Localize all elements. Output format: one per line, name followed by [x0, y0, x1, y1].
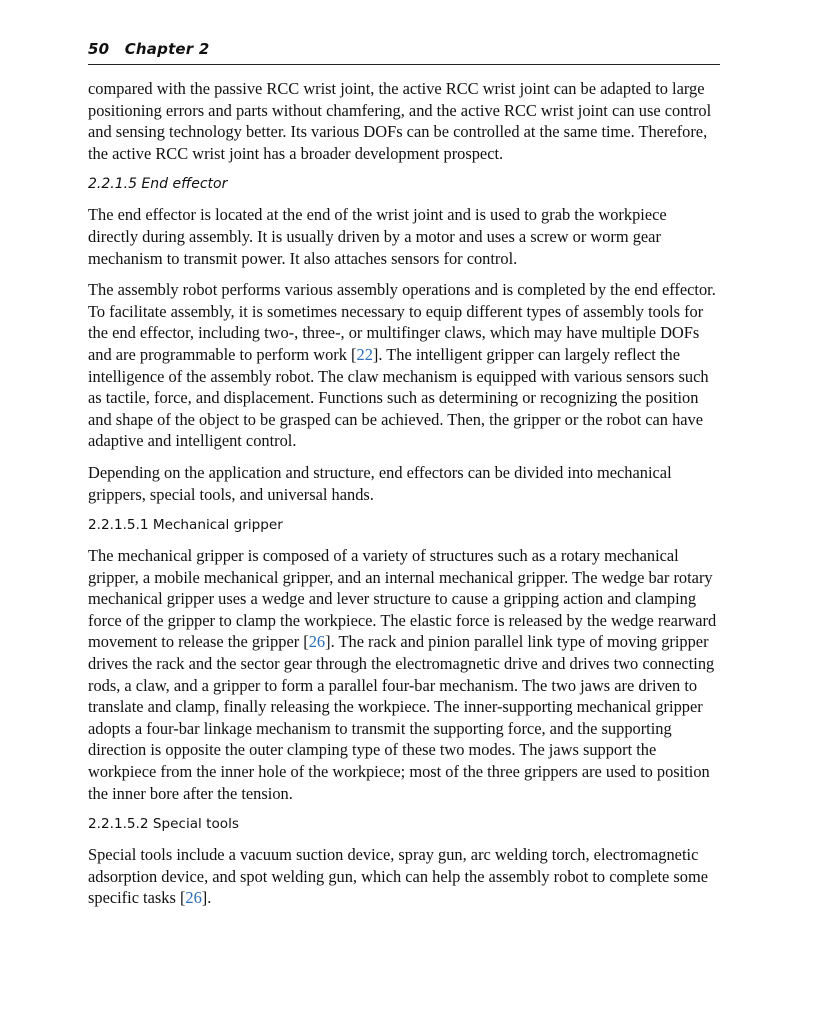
paragraph-end-effector-types: Depending on the application and structure, end effectors can be divided into mechanical grippers, special tools, and universal hands. — [88, 462, 672, 504]
chapter-label: Chapter 2 — [124, 40, 210, 58]
paragraph-assembly-tools — [88, 279, 720, 452]
text-segment: Special tools include a vacuum suction device, spray gun, arc welding torch, electromagnetic adsorption device, and spot welding gun, which can help the assembly robot to complete some specific tasks [ — [88, 845, 708, 908]
subsection-heading-mechanical-gripper: 2.2.1.5.1 Mechanical gripper — [88, 517, 283, 534]
citation-link[interactable]: 22 — [356, 344, 373, 364]
text-segment: ]. The intelligent gripper can largely reflect the intelligence of the assembly robot. The claw mechanism is equipped with various sensors such as tactile, force, and displacement. Functions such as determining or recognizing the position and shape of the object to be grasped can be achieved. Then, the gripper or the robot can have adaptive and intelligent control. — [88, 344, 709, 451]
citation-link[interactable]: 26 — [185, 888, 202, 908]
text-segment: The assembly robot performs various assembly operations and is completed by the end effector. To facilitate assembly, it is sometimes necessary to equip different types of assembly tools for the end effector, including two-, three-, or multifinger claws, which may have multiple DOFs and are programmable to perform work [ — [88, 280, 716, 364]
paragraph-mechanical-gripper — [88, 545, 720, 804]
page-body — [88, 78, 720, 919]
text-segment: ]. — [201, 888, 212, 908]
subsection-heading-special-tools: 2.2.1.5.2 Special tools — [88, 816, 239, 833]
paragraph-special-tools — [88, 844, 720, 909]
section-heading-end-effector: 2.2.1.5 End effector — [88, 176, 228, 193]
running-head — [88, 40, 209, 58]
paragraph-end-effector-intro: The end effector is located at the end of the wrist joint and is used to grab the workpiece directly during assembly. It is usually driven by a motor and uses a screw or worm gear mechanism to transmit power. It also attaches sensors for control. — [88, 205, 667, 268]
citation-link[interactable]: 26 — [308, 632, 326, 652]
page-number: 50 — [88, 40, 110, 58]
text-segment: ]. The rack and pinion parallel link type of moving gripper drives the rack and the sector gear through the electromagnetic drive and drives two connecting rods, a claw, and a gripper to form a parallel four-bar mechanism. The two jaws are driven to translate and clamp, finally releasing the workpiece. The inner-supporting mechanical gripper adopts a four-bar linkage mechanism to transmit the supporting force, and the supporting direction is opposite the outer clamping type of these two modes. The jaws support the workpiece from the inner hole of the workpiece; most of the three grippers are used to position the inner bore after the tension. — [88, 632, 715, 803]
header-rule — [88, 64, 720, 65]
text-segment: The mechanical gripper is composed of a variety of structures such as a rotary mechanical gripper, a mobile mechanical gripper, and an internal mechanical gripper. The wedge bar rotary mechanical gripper uses a wedge and lever structure to cause a gripping action and clamping force of the gripper to clamp the workpiece. The elastic force is released by the wedge rearward movement to release the gripper [ — [88, 546, 717, 652]
paragraph-rcc-continuation: compared with the passive RCC wrist joint, the active RCC wrist joint can be adapted to large positioning errors and parts without chamfering, and the active RCC wrist joint can use control and sensing technology better. Its various DOFs can be controlled at the same time. Therefore, the active RCC wrist joint has a broader development prospect. — [88, 79, 712, 163]
